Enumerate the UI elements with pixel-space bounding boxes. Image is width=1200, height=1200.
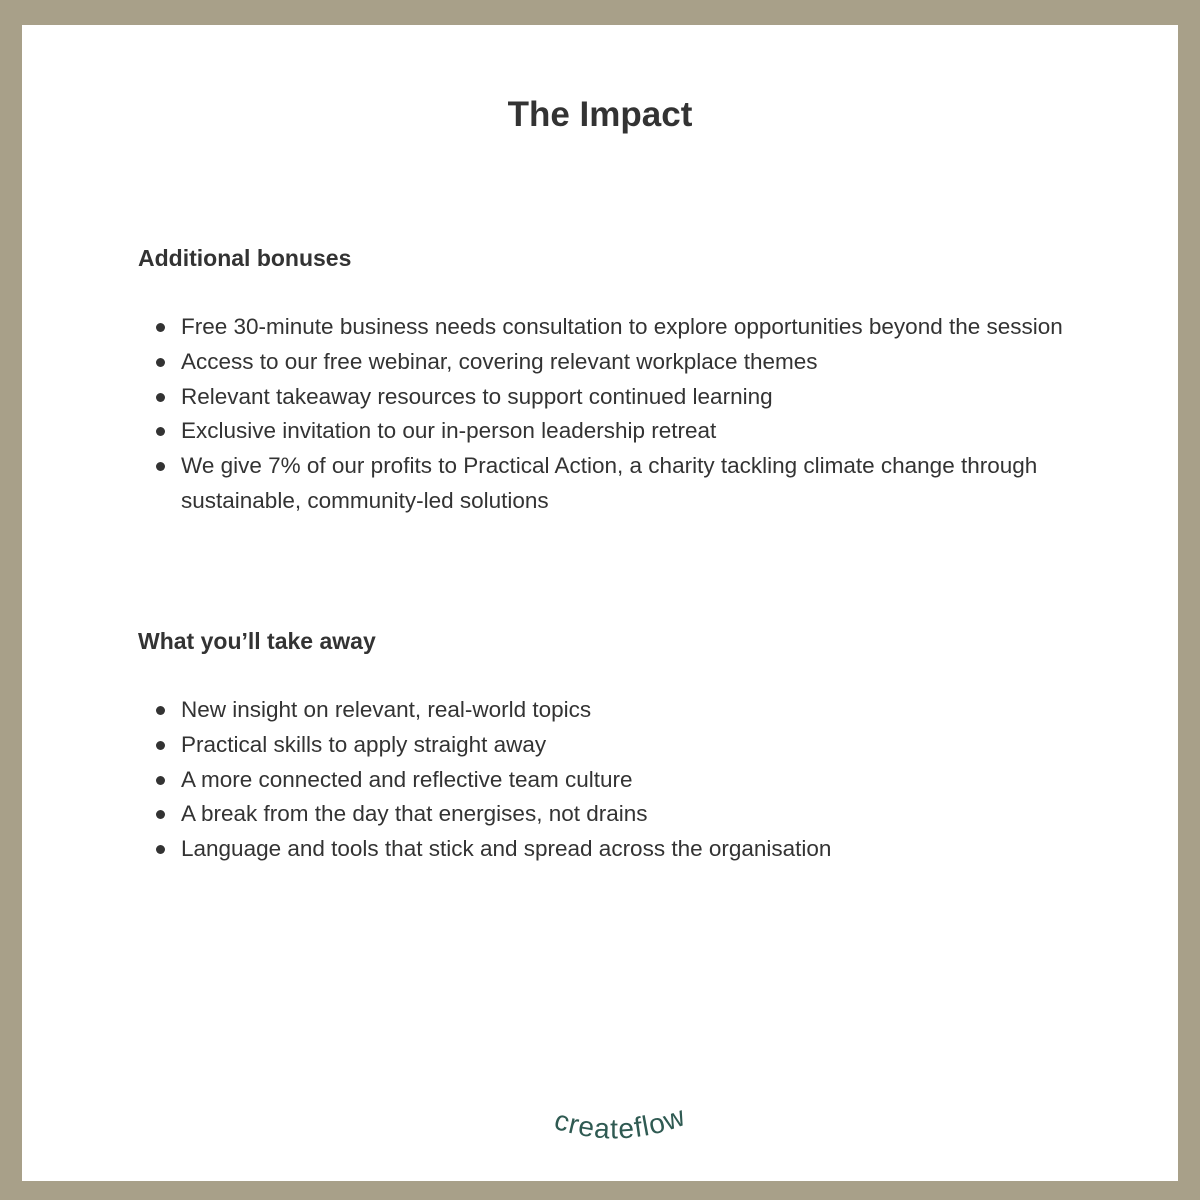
list-item-text: Practical skills to apply straight away — [181, 731, 547, 757]
list-item — [138, 797, 1078, 832]
bullet-icon — [156, 393, 165, 402]
logo-wordmark: createflow — [551, 1100, 690, 1145]
takeaway-heading: What you’ll take away — [138, 628, 376, 654]
list-item — [138, 310, 1078, 345]
list-item-text: A break from the day that energises, not drains — [181, 801, 648, 827]
list-item-text: Language and tools that stick and spread across the organisation — [181, 836, 832, 862]
bullet-icon — [156, 358, 165, 367]
list-item-text: New insight on relevant, real-world topics — [181, 697, 592, 722]
bonuses-heading: Additional bonuses — [138, 245, 352, 271]
list-item-text: Relevant takeaway resources to support continued learning — [181, 383, 773, 409]
list-item — [138, 693, 1078, 728]
list-item-text: Free 30-minute business needs consultation to explore opportunities beyond the session — [181, 314, 1063, 339]
bullet-icon — [156, 323, 165, 332]
list-item — [138, 414, 1078, 449]
svg-text:createflow — [551, 1100, 689, 1144]
list-item-text: Exclusive invitation to our in-person leadership retreat — [181, 418, 717, 444]
takeaway-list — [138, 693, 1078, 867]
content-card — [22, 25, 1178, 1181]
bullet-icon — [156, 776, 165, 785]
list-item-text: We give 7% of our profits to Practical Action, a charity tackling climate change through sustainable, community-led solutions — [181, 453, 1038, 513]
list-item — [138, 345, 1078, 380]
list-item-text: Access to our free webinar, covering relevant workplace themes — [181, 348, 818, 374]
list-item-text: A more connected and reflective team culture — [181, 766, 633, 792]
bullet-icon — [156, 810, 165, 819]
bullet-icon — [156, 845, 165, 854]
list-item — [138, 728, 1078, 763]
bullet-icon — [156, 741, 165, 750]
createflow-logo — [530, 1078, 710, 1168]
page-title: The Impact — [507, 95, 693, 134]
list-item — [138, 832, 1078, 867]
bonuses-list — [138, 310, 1078, 519]
list-item — [138, 449, 1078, 519]
bullet-icon — [156, 462, 165, 471]
list-item — [138, 380, 1078, 415]
list-item — [138, 763, 1078, 798]
bullet-icon — [156, 706, 165, 715]
bullet-icon — [156, 427, 165, 436]
